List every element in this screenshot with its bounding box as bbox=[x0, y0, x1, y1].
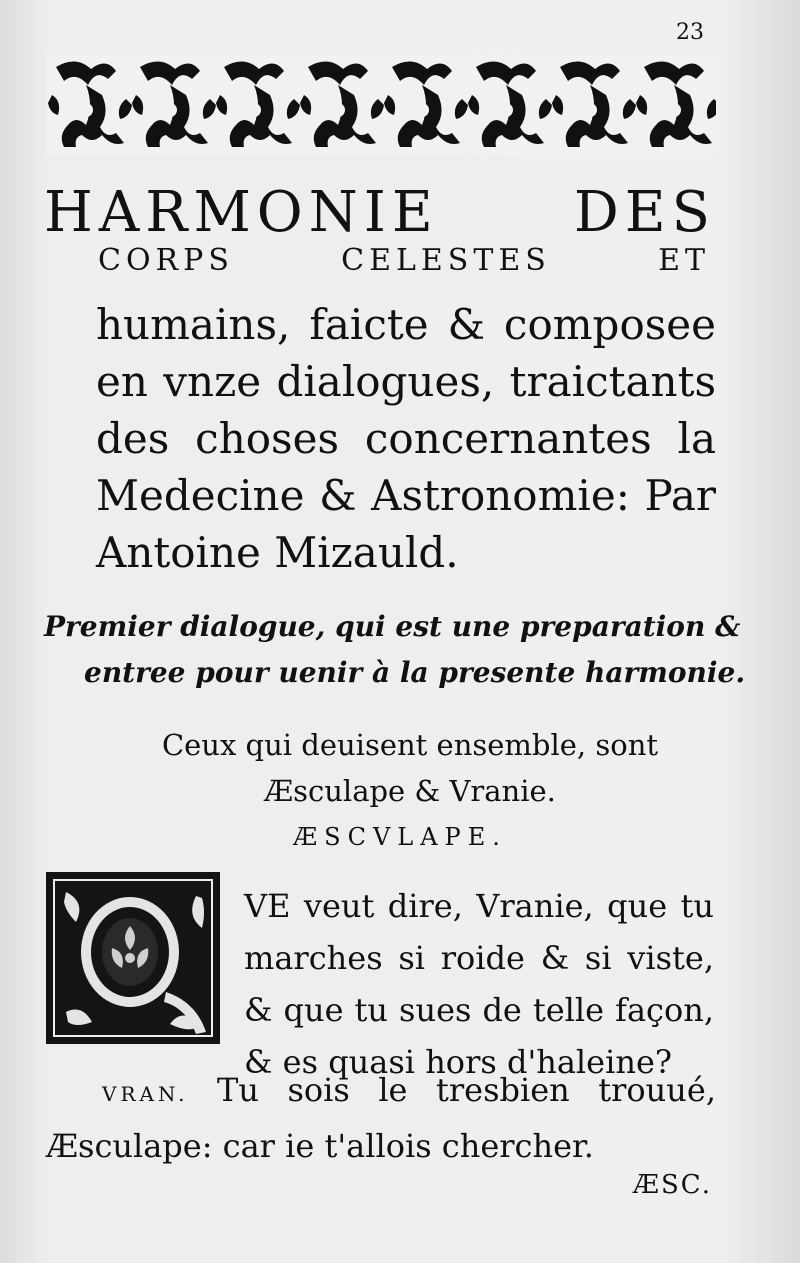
title-line-1: HARMONIE DES bbox=[44, 180, 716, 245]
vranie-reply-text: Tu sois le tresbien trouué, bbox=[217, 1071, 717, 1109]
title-line-2: CORPS CELESTES ET bbox=[98, 243, 710, 278]
decorated-initial-q bbox=[46, 872, 220, 1044]
title-body-line: humains, faicte & composee bbox=[96, 300, 716, 349]
dialogue-continued bbox=[46, 1064, 716, 1172]
woodcut-ornament-band bbox=[46, 55, 716, 155]
title-body bbox=[96, 296, 716, 581]
catchword: ÆSC. bbox=[632, 1170, 712, 1200]
dialogue-subtitle bbox=[44, 604, 746, 696]
subtitle-line-1: Premier dialogue, qui est une preparation & bbox=[44, 610, 741, 643]
dialogue-line: VE veut dire, Vranie, que tu bbox=[244, 887, 714, 925]
speaker-heading: ÆSCVLAPE. bbox=[293, 823, 507, 851]
dialogue-line: marches si roide & si viste, bbox=[244, 939, 714, 977]
dialogue-last-line: Æsculape: car ie t'allois chercher. bbox=[46, 1127, 594, 1165]
title-body-line: en vnze dialogues, traictants bbox=[96, 357, 716, 406]
dialogue-line: & que tu sues de telle façon, bbox=[244, 991, 714, 1029]
subtitle-line-2: entree pour uenir à la presente harmonie. bbox=[84, 656, 746, 689]
title-body-line: Antoine Mizauld. bbox=[96, 528, 459, 577]
speakers-list bbox=[0, 722, 800, 814]
vranie-reply-line bbox=[46, 1064, 716, 1120]
dialogue-line: & es quasi hors d'haleine? bbox=[244, 1043, 673, 1081]
dialogue-opening bbox=[244, 880, 714, 1088]
speakers-line-2: Æsculape & Vranie. bbox=[264, 774, 556, 808]
speaker-label-vran: VRAN. bbox=[102, 1082, 189, 1106]
speakers-line-1: Ceux qui deuisent ensemble, sont bbox=[161, 728, 659, 762]
title-body-line: des choses concernantes la bbox=[96, 414, 716, 463]
title-body-line: Medecine & Astronomie: Par bbox=[96, 471, 716, 520]
page-number: 23 bbox=[676, 20, 704, 45]
